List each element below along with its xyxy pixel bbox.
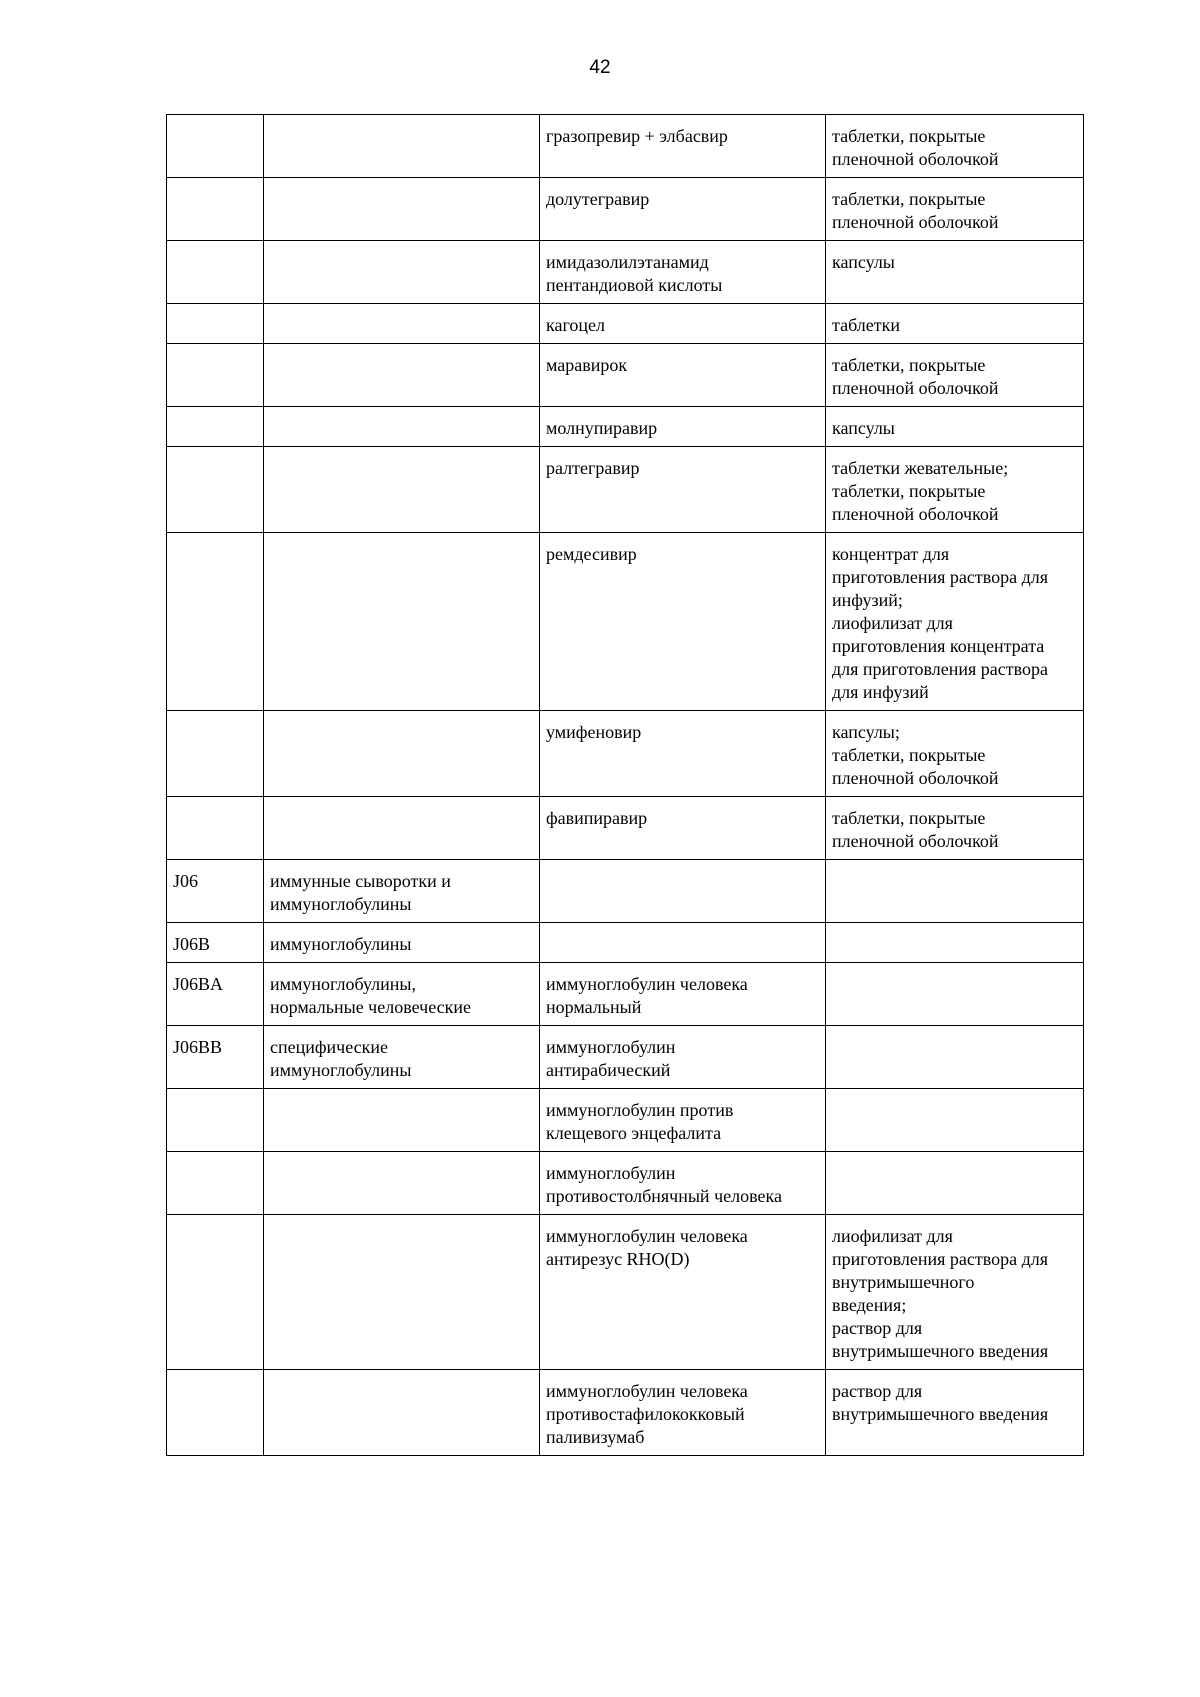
cell-substance: умифеновир [540, 711, 826, 797]
cell-form: таблетки, покрытые пленочной оболочкой [826, 797, 1084, 860]
cell-group [264, 407, 540, 447]
cell-substance: имидазолилэтанамид пентандиовой кислоты [540, 241, 826, 304]
cell-substance: иммуноглобулин противостолбнячный человека [540, 1152, 826, 1215]
cell-substance: ралтегравир [540, 447, 826, 533]
table-row [167, 304, 1084, 344]
cell-code: J06BB [167, 1026, 264, 1089]
cell-form [826, 923, 1084, 963]
cell-code [167, 304, 264, 344]
cell-form: раствор для внутримышечного введения [826, 1370, 1084, 1456]
cell-form: таблетки [826, 304, 1084, 344]
cell-group: иммунные сыворотки и иммуноглобулины [264, 860, 540, 923]
table-row [167, 115, 1084, 178]
cell-code [167, 115, 264, 178]
table-row [167, 241, 1084, 304]
cell-code: J06BA [167, 963, 264, 1026]
cell-code [167, 1089, 264, 1152]
cell-code: J06B [167, 923, 264, 963]
cell-substance: иммуноглобулин против клещевого энцефалита [540, 1089, 826, 1152]
cell-code [167, 711, 264, 797]
cell-code [167, 1152, 264, 1215]
cell-group [264, 1370, 540, 1456]
table-row [167, 178, 1084, 241]
cell-code [167, 533, 264, 711]
table-row [167, 344, 1084, 407]
cell-code [167, 1215, 264, 1370]
cell-group [264, 178, 540, 241]
cell-form [826, 860, 1084, 923]
cell-substance: долутегравир [540, 178, 826, 241]
cell-substance: иммуноглобулин человека антирезус RHO(D) [540, 1215, 826, 1370]
cell-form: таблетки, покрытые пленочной оболочкой [826, 344, 1084, 407]
cell-group [264, 304, 540, 344]
cell-form: таблетки, покрытые пленочной оболочкой [826, 115, 1084, 178]
cell-form [826, 1152, 1084, 1215]
cell-form: таблетки жевательные; таблетки, покрытые пленочной оболочкой [826, 447, 1084, 533]
cell-code [167, 407, 264, 447]
cell-substance: кагоцел [540, 304, 826, 344]
table-row [167, 1152, 1084, 1215]
cell-group [264, 711, 540, 797]
table-row [167, 1370, 1084, 1456]
cell-code [167, 241, 264, 304]
table-row [167, 407, 1084, 447]
cell-substance [540, 860, 826, 923]
table-body [167, 115, 1084, 1456]
table-row [167, 1026, 1084, 1089]
cell-code: J06 [167, 860, 264, 923]
cell-code [167, 178, 264, 241]
cell-code [167, 344, 264, 407]
cell-group [264, 241, 540, 304]
cell-substance: иммуноглобулин человека противостафилококковый паливизумаб [540, 1370, 826, 1456]
cell-code [167, 447, 264, 533]
cell-substance: иммуноглобулин антирабический [540, 1026, 826, 1089]
cell-form: капсулы [826, 407, 1084, 447]
cell-form [826, 1089, 1084, 1152]
table-row [167, 963, 1084, 1026]
cell-code [167, 1370, 264, 1456]
cell-form: капсулы [826, 241, 1084, 304]
cell-form: концентрат для приготовления раствора для инфузий; лиофилизат для приготовления концентрата для приготовления раствора для инфузий [826, 533, 1084, 711]
cell-code [167, 797, 264, 860]
cell-group: иммуноглобулины [264, 923, 540, 963]
cell-group [264, 447, 540, 533]
cell-group [264, 344, 540, 407]
cell-group [264, 1152, 540, 1215]
table-row [167, 533, 1084, 711]
table-row [167, 1215, 1084, 1370]
cell-substance: гразопревир + элбасвир [540, 115, 826, 178]
cell-form: таблетки, покрытые пленочной оболочкой [826, 178, 1084, 241]
cell-form: капсулы; таблетки, покрытые пленочной оболочкой [826, 711, 1084, 797]
table-row [167, 711, 1084, 797]
table-row [167, 860, 1084, 923]
cell-substance: ремдесивир [540, 533, 826, 711]
cell-form [826, 1026, 1084, 1089]
drug-table [166, 114, 1084, 1456]
cell-group [264, 533, 540, 711]
table-row [167, 923, 1084, 963]
cell-group [264, 1089, 540, 1152]
cell-substance: молнупиравир [540, 407, 826, 447]
cell-group: специфические иммуноглобулины [264, 1026, 540, 1089]
cell-group [264, 1215, 540, 1370]
cell-substance: маравирок [540, 344, 826, 407]
cell-form: лиофилизат для приготовления раствора для внутримышечного введения; раствор для внутримышечного введения [826, 1215, 1084, 1370]
cell-form [826, 963, 1084, 1026]
table-row [167, 1089, 1084, 1152]
cell-substance: иммуноглобулин человека нормальный [540, 963, 826, 1026]
page-number: 42 [589, 57, 611, 78]
table-row [167, 447, 1084, 533]
table-row [167, 797, 1084, 860]
cell-group [264, 797, 540, 860]
cell-group: иммуноглобулины, нормальные человеческие [264, 963, 540, 1026]
cell-substance: фавипиравир [540, 797, 826, 860]
cell-substance [540, 923, 826, 963]
cell-group [264, 115, 540, 178]
